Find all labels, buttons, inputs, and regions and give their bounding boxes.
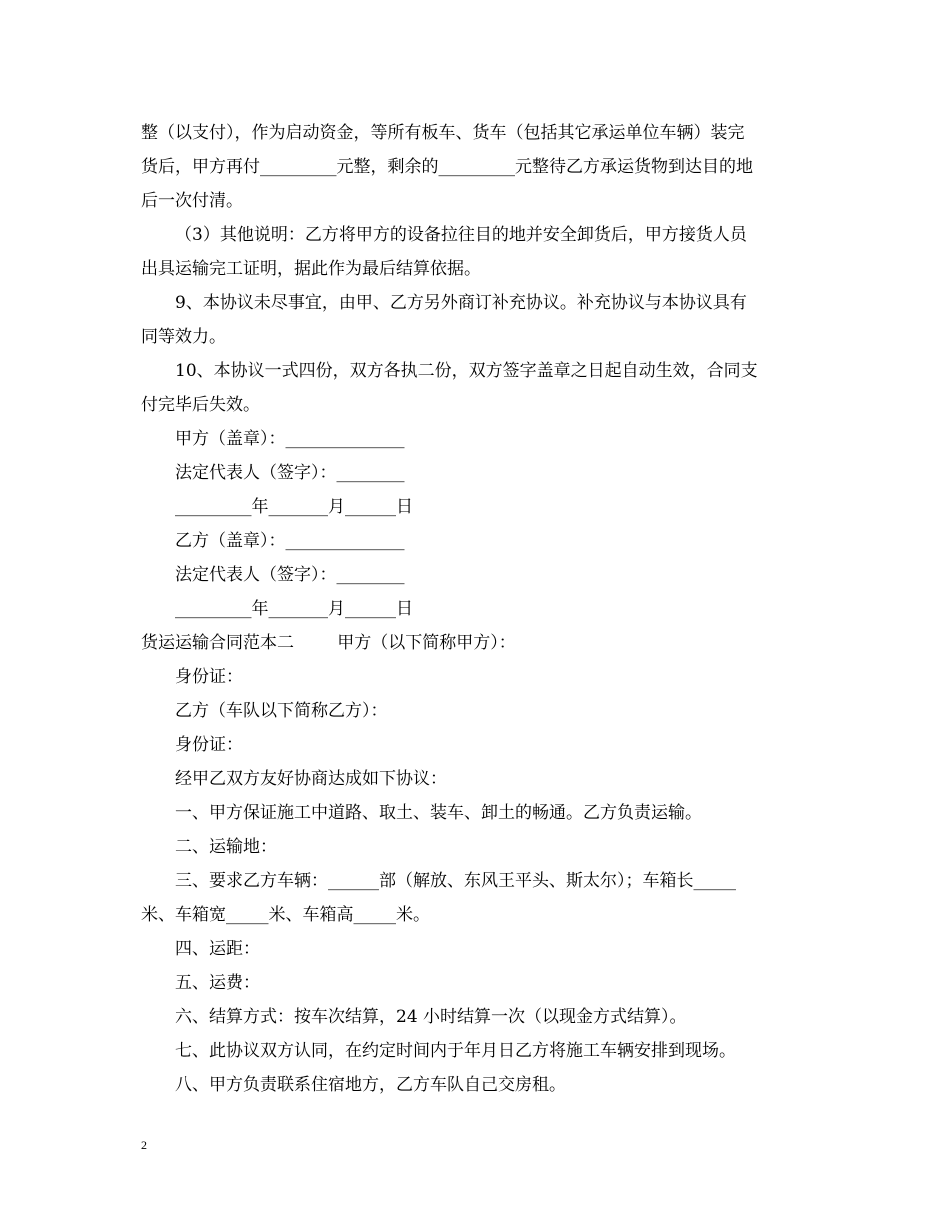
text-line: 货运运输合同范本二 甲方（以下简称甲方）： <box>141 633 516 653</box>
text-line: 乙方（车队以下简称乙方）： <box>175 701 388 721</box>
text-line: 米、车箱宽_____米、车箱高_____米。 <box>141 905 430 925</box>
document-body <box>141 116 813 1102</box>
text-line: 身份证： <box>175 667 243 687</box>
text-line: 经甲乙双方友好协商达成如下协议： <box>175 769 447 789</box>
text-line: 三、要求乙方车辆：______部（解放、东风王平头、斯太尔）；车箱长_____ <box>175 871 736 891</box>
text-line: 出具运输完工证明，据此作为最后结算依据。 <box>141 259 481 279</box>
text-line: 一、甲方保证施工中道路、取土、装车、卸土的畅通。乙方负责运输。 <box>175 803 702 823</box>
text-line: 后一次付清。 <box>141 191 243 211</box>
text-line: 法定代表人（签字）：________ <box>175 463 405 483</box>
text-line: 五、运费： <box>175 973 260 993</box>
text-line: 10、本协议一式四份，双方各执二份，双方签字盖章之日起自动生效，合同支 <box>175 361 758 381</box>
text-line: 同等效力。 <box>141 327 226 347</box>
text-line: （3）其他说明：乙方将甲方的设备拉往目的地并安全卸货后，甲方接货人员 <box>175 225 747 245</box>
text-line: 四、运距： <box>175 939 260 959</box>
page-number: 2 <box>141 1138 147 1152</box>
text-line: 七、此协议双方认同，在约定时间内于年月日乙方将施工车辆安排到现场。 <box>175 1041 736 1061</box>
text-line: _________年_______月______日 <box>175 497 413 517</box>
text-line: 甲方（盖章）：______________ <box>175 429 405 449</box>
text-line: 二、运输地： <box>175 837 277 857</box>
text-line: 货后，甲方再付_________元整，剩余的_________元整待乙方承运货物到达目的地 <box>141 157 753 177</box>
text-line: 乙方（盖章）：______________ <box>175 531 405 551</box>
text-line: 八、甲方负责联系住宿地方，乙方车队自己交房租。 <box>175 1075 566 1095</box>
text-line: 身份证： <box>175 735 243 755</box>
text-line: 付完毕后失效。 <box>141 395 260 415</box>
text-line: 整（以支付），作为启动资金，等所有板车、货车（包括其它承运单位车辆）装完 <box>141 123 745 143</box>
text-line: 9、本协议未尽事宜，由甲、乙方另外商订补充协议。补充协议与本协议具有 <box>175 293 747 313</box>
text-line: _________年_______月______日 <box>175 599 413 619</box>
text-line: 六、结算方式：按车次结算，24 小时结算一次（以现金方式结算）。 <box>175 1007 687 1027</box>
text-line: 法定代表人（签字）：________ <box>175 565 405 585</box>
